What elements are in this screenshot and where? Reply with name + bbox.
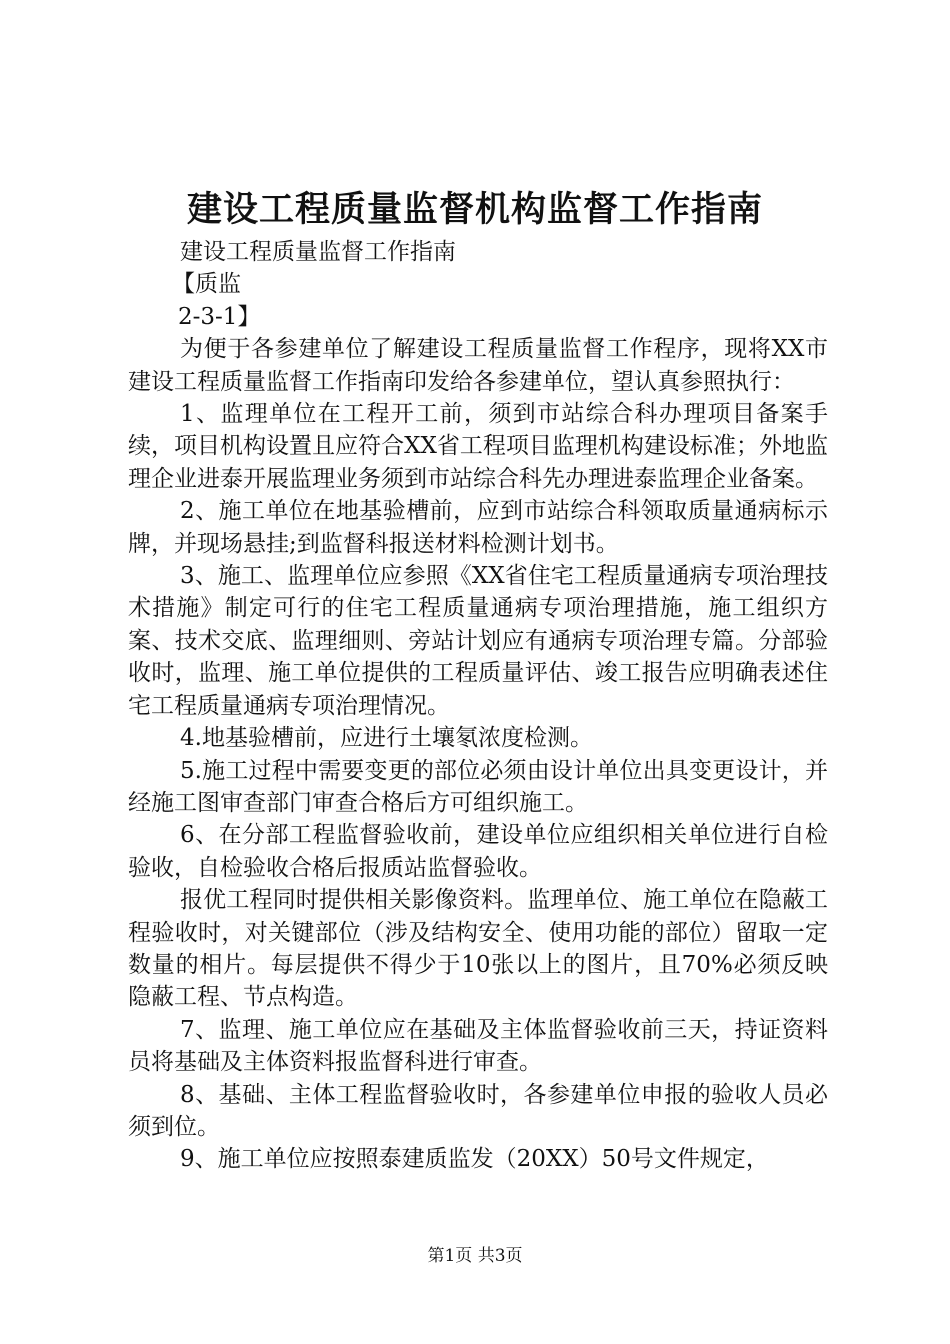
paragraph-item-6: 6、在分部工程监督验收前，建设单位应组织相关单位进行自检验收，自检验收合格后报质站监督验收。 [128,822,828,881]
paragraph-item-8: 8、基础、主体工程监督验收时，各参建单位申报的验收人员必须到位。 [128,1081,828,1140]
paragraph-item-7: 7、监理、施工单位应在基础及主体监督验收前三天，持证资料员将基础及主体资料报监督科进行审查。 [128,1016,828,1076]
document-subtitle: 建设工程质量监督工作指南 [180,239,456,265]
paragraph-item-2: 2、施工单位在地基验槽前，应到市站综合科领取质量通病标示牌，并现场悬挂;到监督科报送材料检测计划书。 [128,498,828,557]
paragraph-intro: 为便于各参建单位了解建设工程质量监督工作程序，现将XX市建设工程质量监督工作指南印发给各参建单位，望认真参照执行： [128,336,828,395]
paragraph-item-4: 4.地基验槽前，应进行土壤氡浓度检测。 [180,725,593,752]
page-footer: 第1页 共3页 [427,1246,523,1266]
doc-code-line-1: 【质监 [172,271,241,298]
doc-code-line-2: 2-3-1】 [178,303,261,330]
paragraph-item-1: 1、监理单位在工程开工前，须到市站综合科办理项目备案手续，项目机构设置且应符合XX省工程项目监理机构建设标准；外地监理企业进泰开展监理业务须到市站综合科先办理进泰监理企业备案。 [128,401,828,492]
document-body [128,236,828,1176]
paragraph-item-5: 5.施工过程中需要变更的部位必须由设计单位出具变更设计，并经施工图审查部门审查合格后方可组织施工。 [128,757,828,816]
paragraph-item-9: 9、施工单位应按照泰建质监发（20XX）50号文件规定， [180,1146,769,1173]
paragraph-item-6-note: 报优工程同时提供相关影像资料。监理单位、施工单位在隐蔽工程验收时，对关键部位（涉及结构安全、使用功能的部位）留取一定数量的相片。每层提供不得少于10张以上的图片，且70%必须反映隐蔽工程、节点构造。 [128,887,828,1011]
document-title: 建设工程质量监督机构监督工作指南 [186,190,763,230]
paragraph-item-3: 3、施工、监理单位应参照《XX省住宅工程质量通病专项治理技术措施》制定可行的住宅工程质量通病专项治理措施，施工组织方案、技术交底、监理细则、旁站计划应有通病专项治理专篇。分部验收时，监理、施工单位提供的工程质量评估、竣工报告应明确表述住宅工程质量通病专项治理情况。 [128,563,828,719]
